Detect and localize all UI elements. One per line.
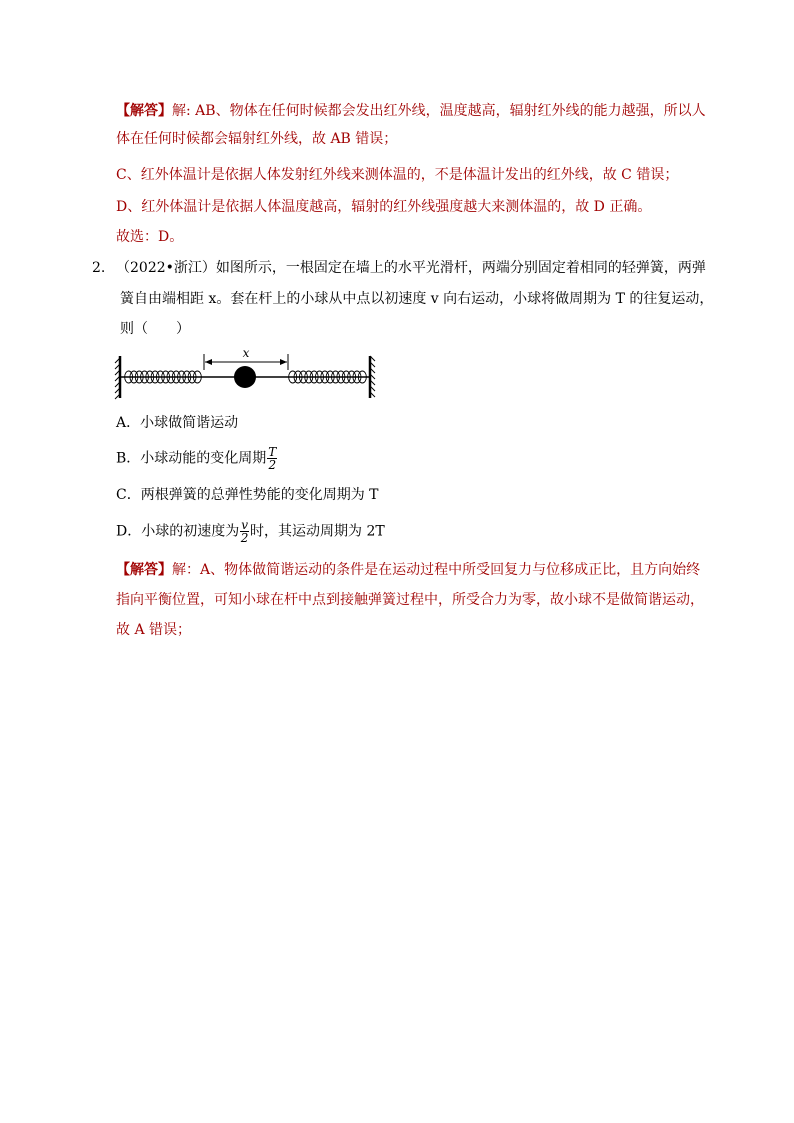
option-d	[116, 519, 385, 544]
distance-label: x	[242, 346, 250, 360]
answer-1-line-4: D、红外体温计是依据人体温度越高，辐射的红外线强度越大来测体温的，故 D 正确。	[116, 199, 652, 215]
option-a: A．小球做简谐运动	[116, 415, 239, 431]
fraction-num: v	[241, 518, 249, 532]
answer-1-line-3: C、红外体温计是依据人体发射红外线来测体温的，不是体温计发出的红外线，故 C 错误；	[116, 167, 679, 183]
option-d-text: D．小球的初速度为	[116, 523, 240, 540]
fraction-v-over-2	[240, 519, 249, 544]
answer-text: 解：A、物体做简谐运动的条件是在运动过程中所受回复力与位移成正比，且方向始终	[172, 562, 701, 578]
question-line-2: 簧自由端相距 x。套在杆上的小球从中点以初速度 v 向右运动，小球将做周期为 T 的往复运动，	[120, 291, 714, 307]
fraction-den: 2	[268, 458, 277, 472]
answer-2-line-3: 故 A 错误；	[116, 622, 192, 638]
question-line-3: 则（ ）	[120, 321, 190, 337]
answer-tag: 【解答】	[116, 562, 172, 578]
question-line-1: （2022•浙江）如图所示，一根固定在墙上的水平光滑杆，两端分别固定着相同的轻弹簧，两弹	[116, 260, 706, 276]
answer-1-line-1	[116, 101, 706, 121]
option-d-text-end: 时，其运动周期为 2T	[250, 523, 385, 540]
answer-tag: 【解答】	[116, 103, 172, 119]
answer-1-line-2: 体在任何时候都会辐射红外线，故 AB 错误；	[116, 131, 398, 147]
question-number: 2.	[92, 260, 106, 276]
fraction-t-over-2	[267, 446, 277, 471]
answer-text: 解: AB、物体在任何时候都会发出红外线，温度越高，辐射红外线的能力越强，所以人	[172, 103, 706, 119]
option-b-text: B．小球动能的变化周期	[116, 450, 267, 467]
fraction-num: T	[268, 445, 277, 459]
ball	[234, 366, 256, 388]
answer-2-line-1	[116, 560, 700, 580]
option-c: C．两根弹簧的总弹性势能的变化周期为 T	[116, 487, 379, 503]
answer-2-line-2: 指向平衡位置，可知小球在杆中点到接触弹簧过程中，所受合力为零，故小球不是做简谐运动，	[116, 592, 704, 608]
answer-1-line-5: 故选：D。	[116, 229, 184, 245]
option-b	[116, 446, 278, 471]
fraction-den: 2	[240, 531, 249, 545]
spring-rod-figure	[112, 346, 378, 400]
